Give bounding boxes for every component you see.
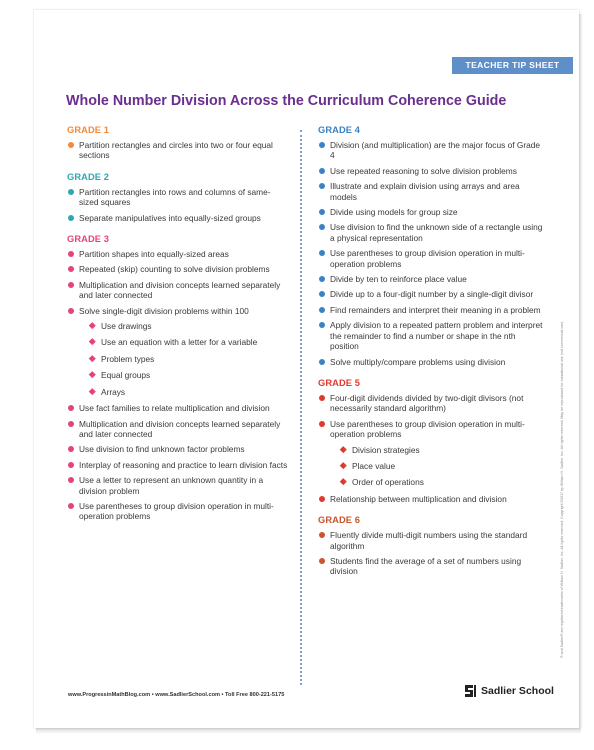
sub-list-item: Place value xyxy=(340,461,544,471)
list-item: Use fact families to relate multiplication and division xyxy=(67,403,289,413)
grade-1-section xyxy=(67,125,289,161)
bullet-icon xyxy=(319,558,325,564)
footer-contact: www.ProgressinMathBlog.com • www.SadlierSchool.com • Toll Free 800-221-5175 xyxy=(68,692,285,698)
list-item: Divide by ten to reinforce place value xyxy=(318,274,544,284)
sub-list-item: Order of operations xyxy=(340,477,544,487)
list-item: Illustrate and explain division using arrays and area models xyxy=(318,181,544,202)
sub-list xyxy=(79,321,289,397)
grade-1-heading: GRADE 1 xyxy=(67,125,110,135)
column-divider xyxy=(300,130,302,685)
bullet-icon xyxy=(68,266,74,272)
list-item: Four-digit dividends divided by two-digit divisors (not necessarily standard algorithm) xyxy=(318,393,544,414)
page-title: Whole Number Division Across the Curriculum Coherence Guide xyxy=(66,93,507,109)
grade-6-section xyxy=(318,515,544,577)
grade-4-section xyxy=(318,125,544,367)
copyright-notice: ® and Sadlier® are registered trademarks of William H. Sadlier, Inc. All rights reserved. Copyright ©2017 by William H. Sadlier, Inc. All rights reserved. May be reproduced for educational use (not commercial use). xyxy=(560,320,564,658)
grade-4-heading: GRADE 4 xyxy=(318,125,361,135)
list-item: Use parentheses to group division operation in multi-operation problems xyxy=(67,501,289,522)
list-item: Divide up to a four-digit number by a single-digit divisor xyxy=(318,289,544,299)
bullet-icon xyxy=(68,282,74,288)
sub-list-item: Use an equation with a letter for a variable xyxy=(89,337,289,347)
bullet-icon xyxy=(68,308,74,314)
grade-3-section xyxy=(67,234,289,522)
bullet-icon xyxy=(319,532,325,538)
diamond-bullet-icon xyxy=(89,339,95,345)
list-item: Solve single-digit division problems within 100 Use drawings Use an equation with a letter for a variable Problem types Equal groups Arrays xyxy=(67,306,289,397)
list-item: Multiplication and division concepts learned separately and later connected xyxy=(67,419,289,440)
bullet-icon xyxy=(319,224,325,230)
bullet-icon xyxy=(68,189,74,195)
bullet-icon xyxy=(68,142,74,148)
bullet-icon xyxy=(319,183,325,189)
list-item: Division (and multiplication) are the major focus of Grade 4 xyxy=(318,140,544,161)
list-item: Partition shapes into equally-sized areas xyxy=(67,249,289,259)
bullet-icon xyxy=(68,446,74,452)
sub-list-item: Arrays xyxy=(89,387,289,397)
grade-3-heading: GRADE 3 xyxy=(67,234,110,245)
diamond-bullet-icon xyxy=(89,322,95,328)
bullet-icon xyxy=(319,291,325,297)
sadlier-logo-icon xyxy=(462,683,478,699)
bullet-icon xyxy=(319,168,325,174)
list-item: Use parentheses to group division operation in multi-operation problems xyxy=(318,248,544,269)
bullet-icon xyxy=(319,307,325,313)
list-item: Fluently divide multi-digit numbers using the standard algorithm xyxy=(318,530,544,551)
logo-text: Sadlier School xyxy=(481,685,554,697)
bullet-icon xyxy=(319,142,325,148)
bullet-icon xyxy=(319,421,325,427)
diamond-bullet-icon xyxy=(340,462,346,468)
diamond-bullet-icon xyxy=(340,478,346,484)
page-shadow-bottom xyxy=(36,728,581,734)
bullet-icon xyxy=(319,250,325,256)
list-item: Separate manipulatives into equally-sized groups xyxy=(67,213,289,223)
sub-list xyxy=(330,445,544,488)
bullet-icon xyxy=(68,503,74,509)
sub-list-item: Use drawings xyxy=(89,321,289,331)
left-column xyxy=(67,125,289,533)
list-item: Use repeated reasoning to solve division problems xyxy=(318,166,544,176)
list-item: Partition rectangles into rows and columns of same-sized squares xyxy=(67,187,289,208)
bullet-icon xyxy=(319,209,325,215)
grade-2-section xyxy=(67,172,289,223)
list-item: Use division to find unknown factor problems xyxy=(67,444,289,454)
sub-list-item: Problem types xyxy=(89,354,289,364)
bullet-icon xyxy=(319,276,325,282)
list-item: Use a letter to represent an unknown quantity in a division problem xyxy=(67,475,289,496)
grade-5-section xyxy=(318,378,544,504)
grade-6-heading: GRADE 6 xyxy=(318,515,361,526)
bullet-icon xyxy=(68,477,74,483)
teacher-tip-sheet-tab: TEACHER TIP SHEET xyxy=(452,57,573,74)
list-item: Partition rectangles and circles into two or four equal sections xyxy=(67,140,289,161)
list-item: Students find the average of a set of numbers using division xyxy=(318,556,544,577)
list-item: Use division to find the unknown side of a rectangle using a physical representation xyxy=(318,222,544,243)
list-item: Multiplication and division concepts learned separately and later connected xyxy=(67,280,289,301)
bullet-icon xyxy=(68,462,74,468)
diamond-bullet-icon xyxy=(89,371,95,377)
list-item: Divide using models for group size xyxy=(318,207,544,217)
bullet-icon xyxy=(319,395,325,401)
bullet-icon xyxy=(319,496,325,502)
list-item: Interplay of reasoning and practice to learn division facts xyxy=(67,460,289,470)
list-item: Use parentheses to group division operation in multi-operation problems Division strategies Place value Order of operations xyxy=(318,419,544,488)
sub-list-item: Division strategies xyxy=(340,445,544,455)
grade-2-heading: GRADE 2 xyxy=(67,171,110,182)
list-item: Repeated (skip) counting to solve division problems xyxy=(67,264,289,274)
bullet-icon xyxy=(68,405,74,411)
right-column xyxy=(318,125,544,588)
list-item: Find remainders and interpret their meaning in a problem xyxy=(318,305,544,315)
sadlier-school-logo xyxy=(462,683,554,699)
sub-list-item: Equal groups xyxy=(89,370,289,380)
bullet-icon xyxy=(68,421,74,427)
tip-sheet-page xyxy=(34,10,579,728)
bullet-icon xyxy=(68,251,74,257)
diamond-bullet-icon xyxy=(89,355,95,361)
bullet-icon xyxy=(68,215,74,221)
diamond-bullet-icon xyxy=(340,446,346,452)
list-item: Apply division to a repeated pattern problem and interpret the remainder to find a number or shape in the nth position xyxy=(318,320,544,351)
list-item: Solve multiply/compare problems using division xyxy=(318,357,544,367)
grade-5-heading: GRADE 5 xyxy=(318,377,361,388)
bullet-icon xyxy=(319,322,325,328)
bullet-icon xyxy=(319,359,325,365)
list-item: Relationship between multiplication and division xyxy=(318,494,544,504)
diamond-bullet-icon xyxy=(89,388,95,394)
